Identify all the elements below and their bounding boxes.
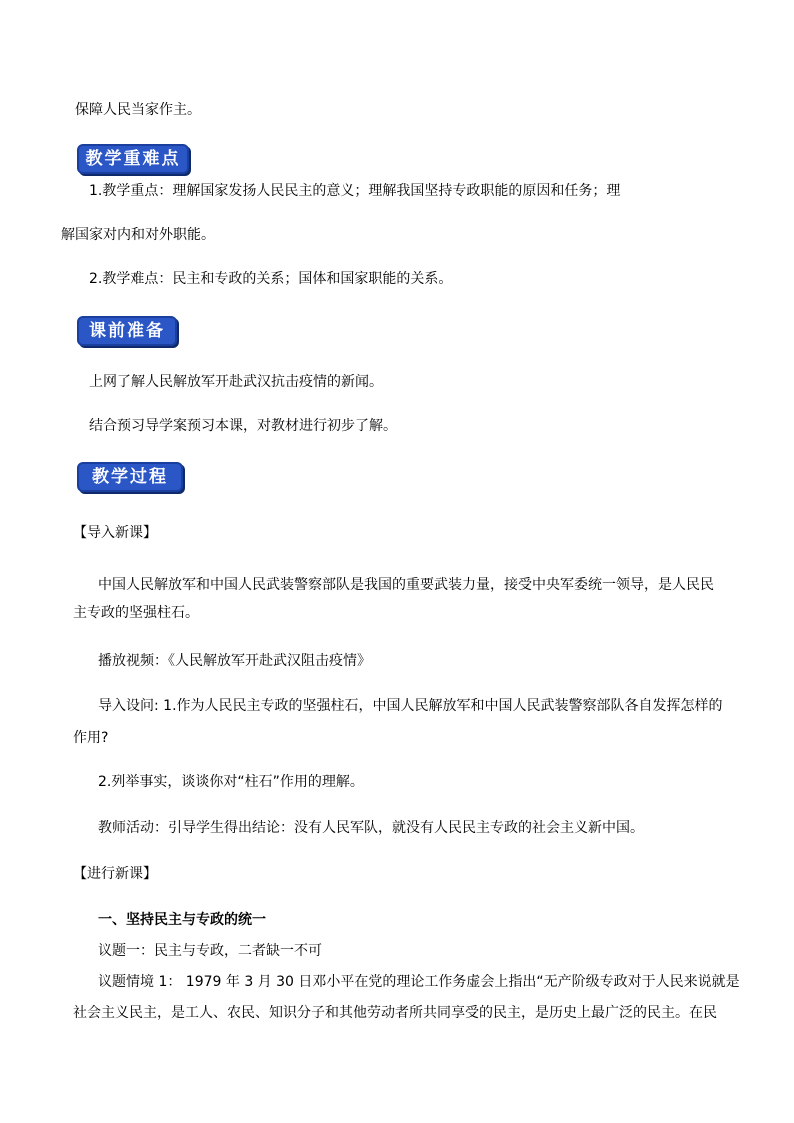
intro-paragraph-line1: 中国人民解放军和中国人民武装警察部队是我国的重要武装力量，接受中央军委统一领导，是人民民 <box>98 577 714 593</box>
section-badge-prep: 课前准备 <box>77 316 177 346</box>
topic1-line: 议题一：民主与专政，二者缺一不可 <box>98 943 322 959</box>
scenario-line1: 议题情境 1： 1979 年 3 月 30 日邓小平在党的理论工作务虚会上指出“无产阶级专政对于人民来说就是 <box>98 974 740 990</box>
question1-line1: 导入设问: 1.作为人民民主专政的坚强柱石，中国人民解放军和中国人民武装警察部队各自发挥怎样的 <box>98 698 723 714</box>
intro-heading: 【导入新课】 <box>73 525 157 541</box>
section-badge-process: 教学过程 <box>77 462 183 492</box>
difficulty-point1-line1: 1.教学重点：理解国家发扬人民民主的意义；理解我国坚持专政职能的原因和任务；理 <box>89 183 621 199</box>
intro-paragraph-line2: 主专政的坚强柱石。 <box>73 605 199 621</box>
question1-line2: 作用? <box>73 730 109 746</box>
teacher-activity: 教师活动：引导学生得出结论：没有人民军队，就没有人民民主专政的社会主义新中国。 <box>98 820 644 836</box>
prep-item-1: 上网了解人民解放军开赴武汉抗击疫情的新闻。 <box>89 374 383 390</box>
video-line: 播放视频：《人民解放军开赴武汉阻击疫情》 <box>98 653 371 669</box>
section-badge-difficulty: 教学重难点 <box>77 144 189 174</box>
prep-item-2: 结合预习导学案预习本课，对教材进行初步了解。 <box>89 418 397 434</box>
question2-line: 2.列举事实，谈谈你对“柱石”作用的理解。 <box>98 774 364 790</box>
part1-title: 一、坚持民主与专政的统一 <box>98 912 266 928</box>
difficulty-point1-line2: 解国家对内和对外职能。 <box>61 227 215 243</box>
new-lesson-heading: 【进行新课】 <box>73 866 157 882</box>
intro-line: 保障人民当家作主。 <box>75 102 201 118</box>
scenario-line2: 社会主义民主，是工人、农民、知识分子和其他劳动者所共同享受的民主，是历史上最广泛的民主。在民 <box>73 1005 717 1021</box>
difficulty-point2: 2.教学难点：民主和专政的关系；国体和国家职能的关系。 <box>89 271 453 287</box>
